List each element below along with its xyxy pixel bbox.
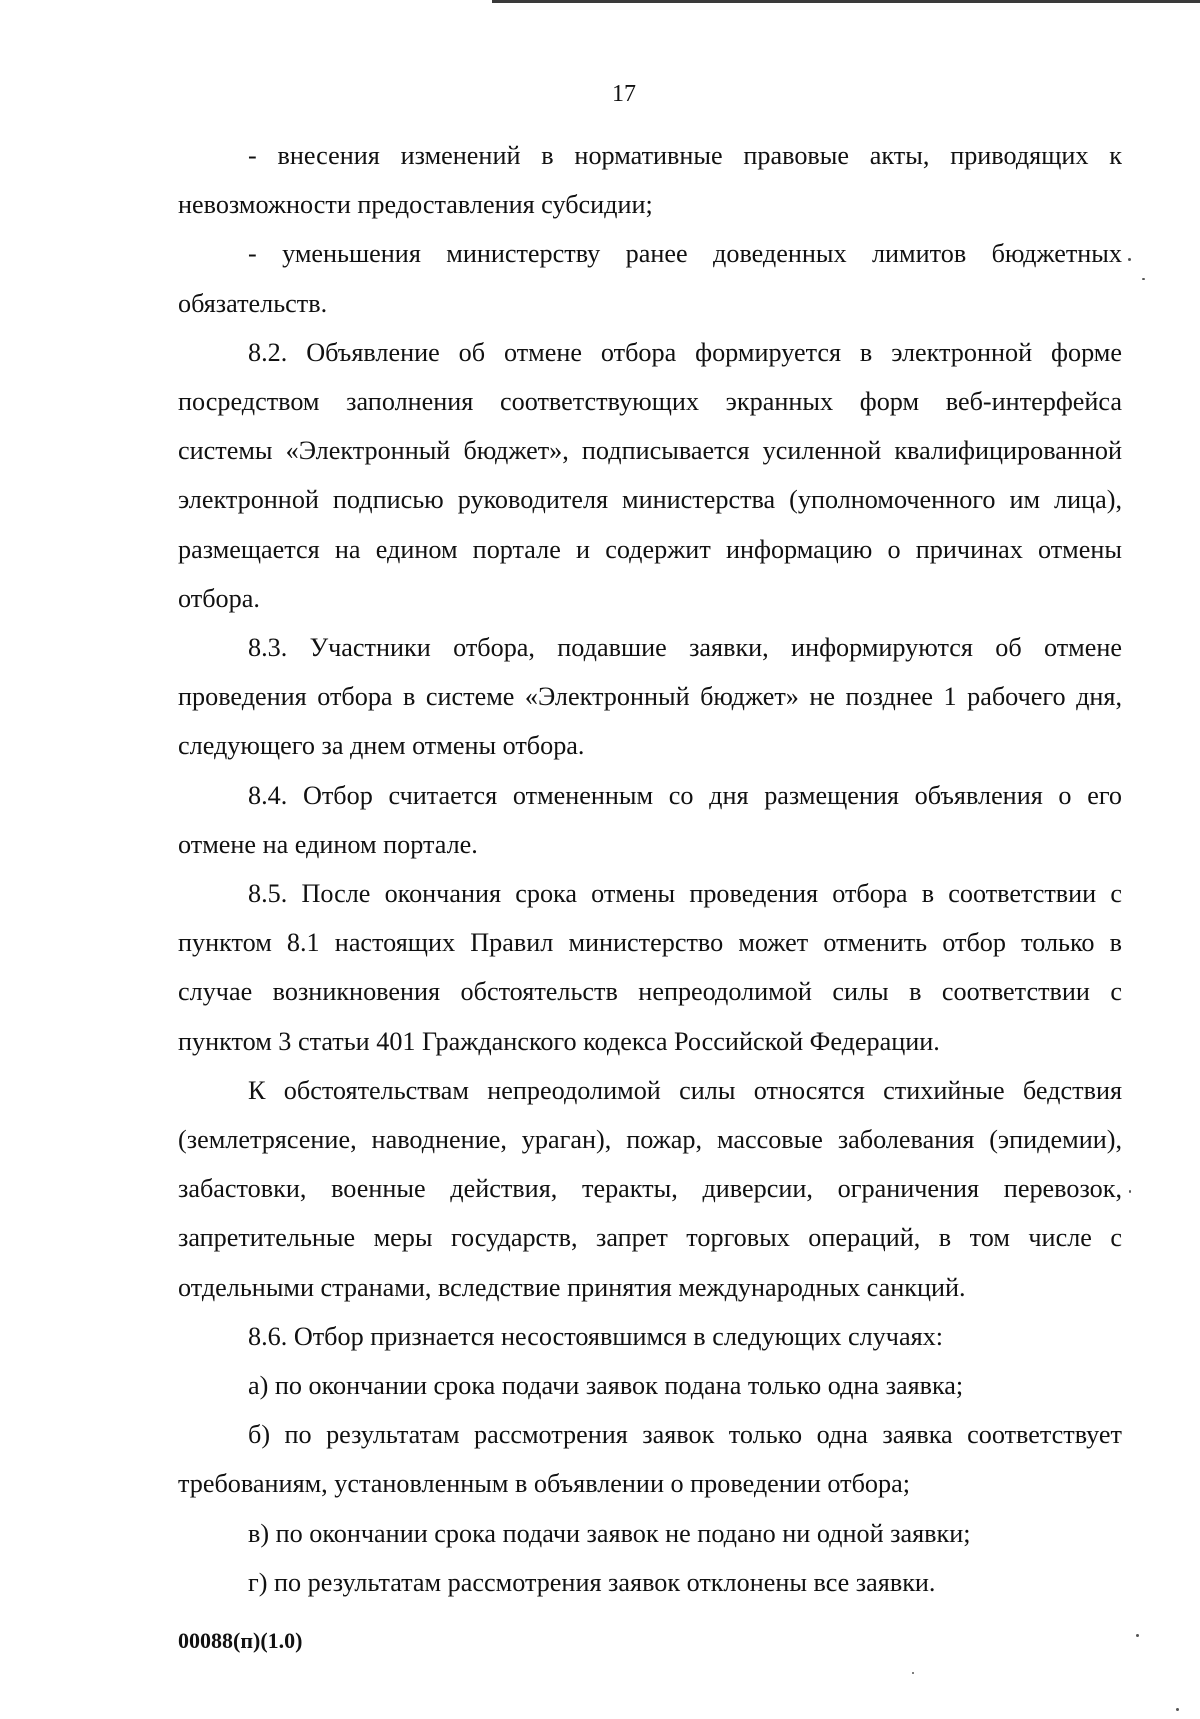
paragraph-case-g: г) по результатам рассмотрения заявок отклонены все заявки. — [248, 1567, 936, 1597]
scan-speck — [1142, 278, 1145, 280]
scan-speck — [912, 1672, 914, 1674]
scan-speck — [1129, 1190, 1131, 1193]
paragraph-8-2: 8.2. Объявление об отмене отбора формируется в электронной форме посредством заполнения соответствующих экранных форм веб-интерфейса системы «Электронный бюджет», подписывается усиленной квалифицированной электронной подписью руководителя министерства (уполномоченного им лица), размещается на едином портале и содержит информацию о причинах отмены отбора. — [178, 337, 1122, 613]
paragraph-8-4: 8.4. Отбор считается отмененным со дня размещения объявления о его отмене на едином портале. — [178, 780, 1122, 859]
paragraph-8-5: 8.5. После окончания срока отмены проведения отбора в соответствии с пунктом 8.1 настоящих Правил министерство может отменить отбор только в случае возникновения обстоятельств непреодолимой силы в соответствии с пунктом 3 статьи 401 Гражданского кодекса Российской Федерации. — [178, 879, 1122, 1056]
scan-speck — [1136, 1634, 1139, 1637]
paragraph-case-b: б) по результатам рассмотрения заявок только одна заявка соответствует требованиям, установленным в объявлении о проведении отбора; — [178, 1420, 1122, 1499]
paragraph-case-a: а) по окончании срока подачи заявок подана только одна заявка; — [248, 1371, 964, 1401]
scan-speck — [1176, 1708, 1179, 1711]
scan-speck — [1128, 258, 1131, 261]
paragraph-case-v: в) по окончании срока подачи заявок не подано ни одной заявки; — [248, 1518, 971, 1548]
paragraph-list-item-amendments: - внесения изменений в нормативные правовые акты, приводящих к невозможности предоставления субсидии; — [178, 141, 1122, 220]
page-number: 17 — [612, 81, 636, 107]
document-body — [178, 131, 1122, 1607]
paragraph-8-6: 8.6. Отбор признается несостоявшимся в следующих случаях: — [248, 1321, 943, 1351]
paragraph-8-3: 8.3. Участники отбора, подавшие заявки, информируются об отмене проведения отбора в системе «Электронный бюджет» не позднее 1 рабочего дня, следующего за днем отмены отбора. — [178, 633, 1122, 761]
paragraph-force-majeure: К обстоятельствам непреодолимой силы относятся стихийные бедствия (землетрясение, наводнение, ураган), пожар, массовые заболевания (эпидемии), забастовки, военные действия, теракты, диверсии, ограничения перевозок, запретительные меры государств, запрет торговых операций, в том числе с отдельными странами, вследствие принятия международных санкций. — [178, 1075, 1122, 1302]
document-code: 00088(п)(1.0) — [178, 1628, 303, 1653]
scan-edge-line — [492, 0, 1200, 3]
paragraph-list-item-limits: - уменьшения министерству ранее доведенных лимитов бюджетных обязательств. — [178, 239, 1122, 318]
